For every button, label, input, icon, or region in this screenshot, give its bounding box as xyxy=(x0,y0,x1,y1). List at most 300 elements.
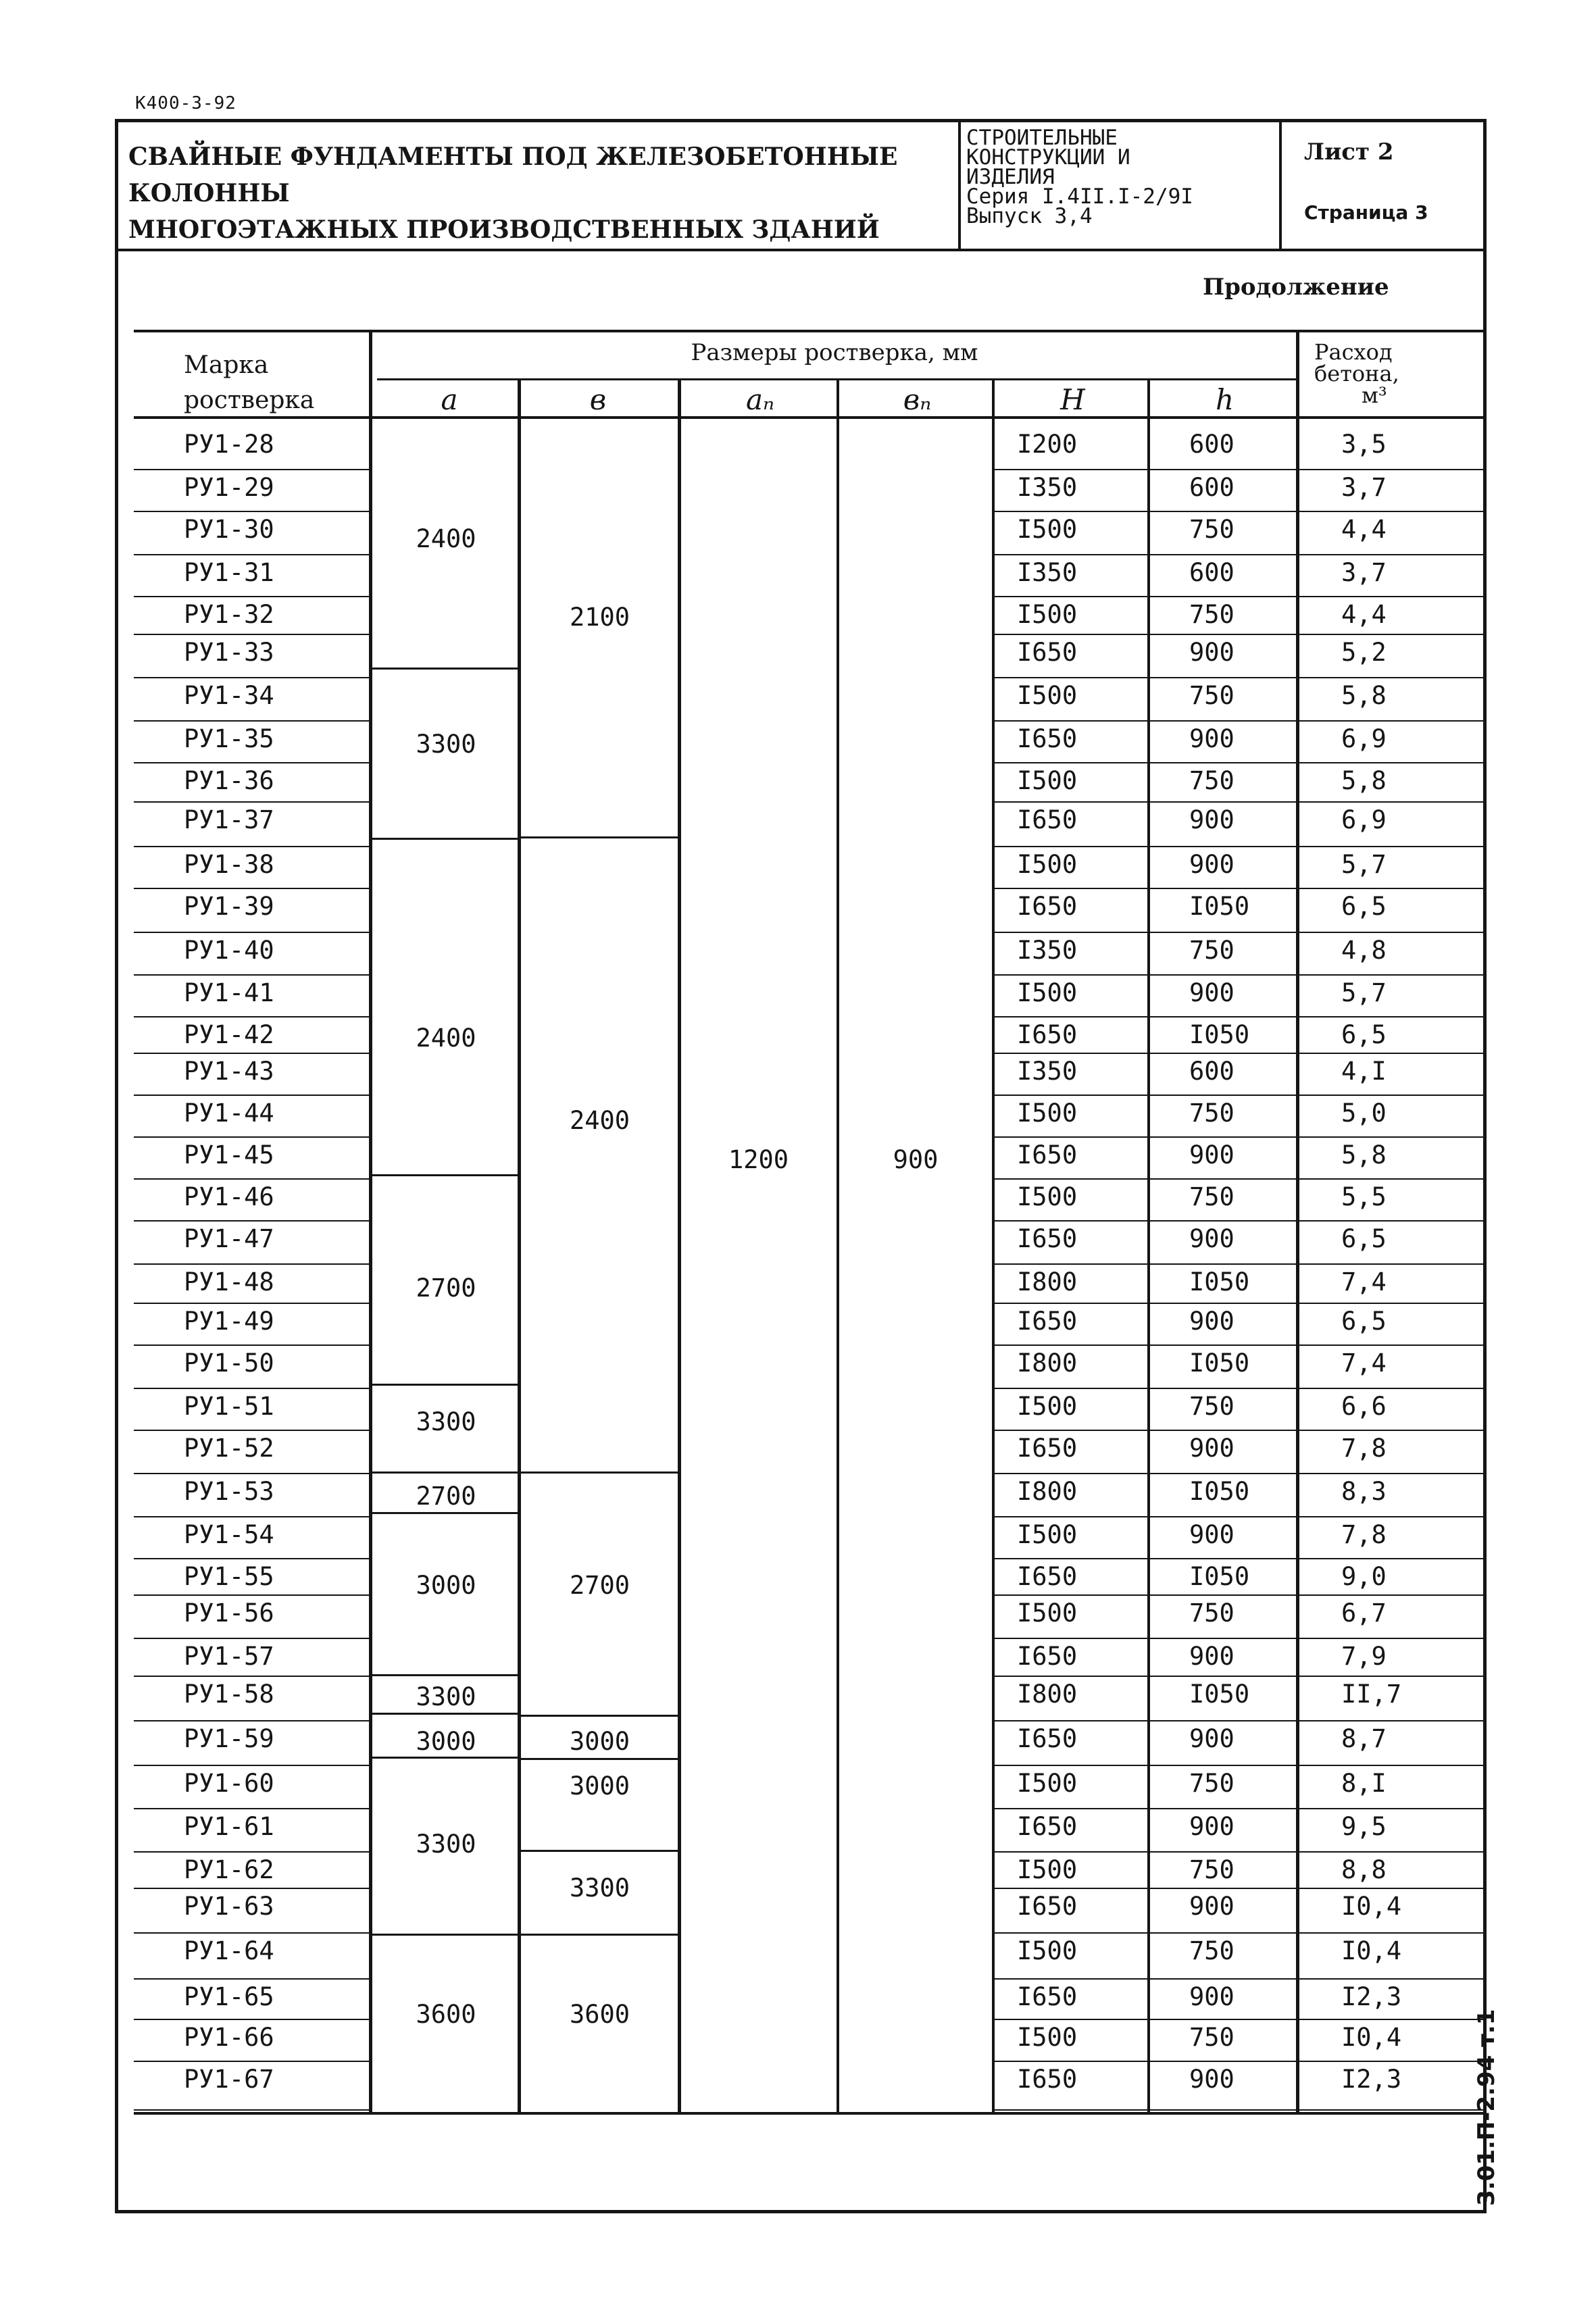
row-line-mark xyxy=(134,801,370,803)
a-sep-7 xyxy=(372,1674,519,1676)
b-sep-3 xyxy=(520,1715,679,1717)
row-line-mark xyxy=(134,2019,370,2020)
row-height-H: I500 xyxy=(1017,1182,1078,1211)
row-concrete: I0,4 xyxy=(1341,1936,1402,1965)
a-value-group-9: 3000 xyxy=(416,1727,476,1756)
row-height-h: 900 xyxy=(1189,1724,1235,1753)
row-height-H: I650 xyxy=(1017,2065,1078,2094)
a-sep-9 xyxy=(372,1757,519,1759)
sheet-number: Лист 2 xyxy=(1304,139,1394,166)
row-line-mark xyxy=(134,1765,370,1766)
series-info xyxy=(966,128,1250,226)
col-line-bn xyxy=(992,378,995,2113)
row-mark: РУ1-62 xyxy=(184,1855,274,1884)
row-height-H: I500 xyxy=(1017,1392,1078,1421)
row-height-H: I500 xyxy=(1017,850,1078,879)
row-line-mark xyxy=(134,469,370,470)
row-line-values xyxy=(993,974,1487,976)
dn-value: 1200 xyxy=(728,1145,789,1174)
a-sep-2 xyxy=(372,838,519,840)
row-concrete: 5,5 xyxy=(1341,1182,1387,1211)
row-line-values xyxy=(993,1978,1487,1980)
row-line-mark xyxy=(134,1978,370,1980)
row-line-mark xyxy=(134,677,370,678)
table-top-line xyxy=(134,330,1487,332)
row-height-h: I050 xyxy=(1189,1267,1250,1297)
row-mark: РУ1-29 xyxy=(184,473,274,502)
row-height-h: 900 xyxy=(1189,1224,1235,1253)
row-mark: РУ1-33 xyxy=(184,638,274,667)
row-height-h: 900 xyxy=(1189,1642,1235,1671)
row-height-H: I500 xyxy=(1017,2023,1078,2052)
a-sep-1 xyxy=(372,668,519,670)
row-height-H: I500 xyxy=(1017,1769,1078,1798)
row-height-H: I500 xyxy=(1017,766,1078,795)
row-line-mark xyxy=(134,1016,370,1017)
row-line-values xyxy=(993,554,1487,555)
row-height-h: 750 xyxy=(1189,1936,1235,1965)
row-height-h: 750 xyxy=(1189,515,1235,544)
row-height-H: I350 xyxy=(1017,558,1078,587)
row-height-h: 900 xyxy=(1189,1307,1235,1336)
row-mark: РУ1-40 xyxy=(184,936,274,965)
row-line-mark xyxy=(134,932,370,933)
a-value-group-6: 2700 xyxy=(416,1482,476,1511)
row-mark: РУ1-31 xyxy=(184,558,274,587)
row-line-mark xyxy=(134,1932,370,1934)
row-mark: РУ1-30 xyxy=(184,515,274,544)
row-line-values xyxy=(993,1053,1487,1054)
col-line-dn xyxy=(837,378,839,2113)
row-line-mark xyxy=(134,720,370,722)
row-concrete: 6,9 xyxy=(1341,724,1387,753)
row-line-values xyxy=(993,596,1487,597)
row-line-values xyxy=(993,1303,1487,1304)
row-concrete: 6,6 xyxy=(1341,1392,1387,1421)
row-mark: РУ1-44 xyxy=(184,1099,274,1128)
series-line-3: ИЗДЕЛИЯ xyxy=(966,165,1055,189)
row-line-values xyxy=(993,1558,1487,1559)
header-concrete-line-3: м³ xyxy=(1362,382,1387,408)
header-col-b: в xyxy=(589,383,607,416)
row-line-mark xyxy=(134,2061,370,2062)
row-height-h: 900 xyxy=(1189,1520,1235,1549)
row-mark: РУ1-50 xyxy=(184,1349,274,1378)
row-mark: РУ1-36 xyxy=(184,766,274,795)
title-block-divider-1 xyxy=(958,119,961,250)
b-sep-2 xyxy=(520,1472,679,1474)
row-line-mark xyxy=(134,1388,370,1389)
a-value-group-5: 3300 xyxy=(416,1407,476,1436)
row-height-h: 600 xyxy=(1189,430,1235,459)
series-line-2: КОНСТРУКЦИИ И xyxy=(966,145,1130,170)
row-concrete: 5,2 xyxy=(1341,638,1387,667)
row-height-H: I650 xyxy=(1017,1020,1078,1049)
header-col-dn: aₙ xyxy=(745,383,775,416)
header-concrete-line-2: бетона, xyxy=(1314,361,1399,386)
a-value-group-2: 3300 xyxy=(416,730,476,759)
row-mark: РУ1-41 xyxy=(184,978,274,1007)
row-concrete: 6,5 xyxy=(1341,892,1387,921)
row-line-values xyxy=(993,469,1487,470)
row-height-H: I650 xyxy=(1017,805,1078,834)
row-concrete: 6,7 xyxy=(1341,1599,1387,1628)
row-height-H: I650 xyxy=(1017,1224,1078,1253)
row-line-values xyxy=(993,1808,1487,1809)
row-line-values xyxy=(993,2109,1487,2111)
row-height-H: I500 xyxy=(1017,978,1078,1007)
row-height-h: 750 xyxy=(1189,1769,1235,1798)
header-concrete xyxy=(1314,341,1399,406)
row-line-values xyxy=(993,677,1487,678)
row-mark: РУ1-52 xyxy=(184,1434,274,1463)
series-line-4: Серия I.4II.I-2/9I xyxy=(966,184,1193,209)
row-line-mark xyxy=(134,1516,370,1517)
row-concrete: 3,7 xyxy=(1341,558,1387,587)
row-line-values xyxy=(993,1220,1487,1222)
row-concrete: 7,9 xyxy=(1341,1642,1387,1671)
row-line-mark xyxy=(134,1720,370,1721)
row-height-H: I350 xyxy=(1017,936,1078,965)
a-sep-4 xyxy=(372,1384,519,1386)
row-mark: РУ1-61 xyxy=(184,1812,274,1841)
row-height-h: 750 xyxy=(1189,600,1235,629)
row-height-h: I050 xyxy=(1189,1020,1250,1049)
a-value-group-7: 3000 xyxy=(416,1571,476,1600)
b-sep-1 xyxy=(520,836,679,838)
row-line-mark xyxy=(134,1676,370,1677)
row-height-H: I800 xyxy=(1017,1267,1078,1297)
row-mark: РУ1-67 xyxy=(184,2065,274,2094)
row-concrete: 6,5 xyxy=(1341,1307,1387,1336)
row-line-values xyxy=(993,2061,1487,2062)
row-concrete: 6,9 xyxy=(1341,805,1387,834)
row-line-mark xyxy=(134,1095,370,1096)
col-line-a xyxy=(518,378,521,2113)
row-concrete: 5,8 xyxy=(1341,681,1387,710)
row-line-mark xyxy=(134,1851,370,1853)
b-value-group-6: 3300 xyxy=(569,1873,630,1903)
title-block-divider-2 xyxy=(1279,119,1282,250)
row-height-H: I650 xyxy=(1017,638,1078,667)
row-height-H: I650 xyxy=(1017,1892,1078,1921)
b-value-group-3: 2700 xyxy=(569,1571,630,1600)
row-mark: РУ1-32 xyxy=(184,600,274,629)
row-height-h: 750 xyxy=(1189,1392,1235,1421)
row-line-mark xyxy=(134,974,370,976)
header-mark-line-2: ростверка xyxy=(184,386,315,414)
row-line-values xyxy=(993,1638,1487,1639)
row-line-values xyxy=(993,846,1487,847)
a-value-group-8: 3300 xyxy=(416,1682,476,1711)
row-height-H: I500 xyxy=(1017,1520,1078,1549)
row-line-mark xyxy=(134,2109,370,2111)
row-mark: РУ1-43 xyxy=(184,1057,274,1086)
row-concrete: 6,5 xyxy=(1341,1224,1387,1253)
row-concrete: 5,7 xyxy=(1341,978,1387,1007)
a-sep-3 xyxy=(372,1174,519,1176)
row-mark: РУ1-28 xyxy=(184,430,274,459)
header-col-h: h xyxy=(1215,383,1235,416)
row-height-h: 900 xyxy=(1189,1434,1235,1463)
row-mark: РУ1-66 xyxy=(184,2023,274,2052)
row-line-mark xyxy=(134,511,370,512)
row-line-values xyxy=(993,1888,1487,1889)
row-concrete: I2,3 xyxy=(1341,1982,1402,2011)
row-line-mark xyxy=(134,596,370,597)
b-sep-6 xyxy=(520,1934,679,1936)
row-mark: РУ1-42 xyxy=(184,1020,274,1049)
title-line-1: СВАЙНЫЕ ФУНДАМЕНТЫ ПОД ЖЕЛЕЗОБЕТОННЫЕ КОЛОННЫ xyxy=(128,143,898,207)
row-mark: РУ1-37 xyxy=(184,805,274,834)
row-height-h: 600 xyxy=(1189,558,1235,587)
row-height-h: I050 xyxy=(1189,1562,1250,1591)
row-line-mark xyxy=(134,1638,370,1639)
row-line-values xyxy=(993,1851,1487,1853)
row-height-H: I650 xyxy=(1017,892,1078,921)
a-value-group-10: 3300 xyxy=(416,1830,476,1859)
row-height-H: I350 xyxy=(1017,473,1078,502)
row-height-h: 900 xyxy=(1189,638,1235,667)
row-height-h: 600 xyxy=(1189,473,1235,502)
row-height-H: I650 xyxy=(1017,1434,1078,1463)
row-height-h: 750 xyxy=(1189,1099,1235,1128)
row-concrete: 3,7 xyxy=(1341,473,1387,502)
row-line-mark xyxy=(134,1473,370,1474)
row-height-h: 900 xyxy=(1189,2065,1235,2094)
row-line-values xyxy=(993,1516,1487,1517)
row-line-mark xyxy=(134,1263,370,1265)
row-height-H: I650 xyxy=(1017,1562,1078,1591)
row-concrete: I0,4 xyxy=(1341,2023,1402,2052)
row-line-values xyxy=(993,1095,1487,1096)
row-mark: РУ1-64 xyxy=(184,1936,274,1965)
b-value-group-2: 2400 xyxy=(569,1106,630,1135)
a-value-group-1: 2400 xyxy=(416,524,476,553)
row-line-values xyxy=(993,1676,1487,1677)
row-height-h: 750 xyxy=(1189,1599,1235,1628)
col-line-h xyxy=(1296,330,1299,2113)
row-height-H: I650 xyxy=(1017,1724,1078,1753)
row-concrete: 5,7 xyxy=(1341,850,1387,879)
b-sep-5 xyxy=(520,1850,679,1852)
document-code: К400-3-92 xyxy=(135,93,236,114)
row-height-h: I050 xyxy=(1189,1680,1250,1709)
row-mark: РУ1-65 xyxy=(184,1982,274,2011)
row-concrete: 4,4 xyxy=(1341,515,1387,544)
row-concrete: 5,8 xyxy=(1341,766,1387,795)
row-concrete: 8,8 xyxy=(1341,1855,1387,1884)
row-concrete: 9,5 xyxy=(1341,1812,1387,1841)
row-mark: РУ1-51 xyxy=(184,1392,274,1421)
row-mark: РУ1-60 xyxy=(184,1769,274,1798)
a-value-group-3: 2400 xyxy=(416,1024,476,1053)
row-height-h: 750 xyxy=(1189,1855,1235,1884)
row-line-values xyxy=(993,1016,1487,1017)
b-value-group-1: 2100 xyxy=(569,603,630,632)
row-mark: РУ1-45 xyxy=(184,1140,274,1169)
row-line-values xyxy=(993,2019,1487,2020)
row-height-H: I650 xyxy=(1017,1642,1078,1671)
row-line-mark xyxy=(134,1558,370,1559)
side-code: 3.01.П-2.94 т.1 xyxy=(1473,2009,1500,2206)
row-line-values xyxy=(993,1178,1487,1180)
row-height-h: 900 xyxy=(1189,724,1235,753)
row-height-H: I500 xyxy=(1017,600,1078,629)
row-height-H: I650 xyxy=(1017,1812,1078,1841)
row-height-H: I350 xyxy=(1017,1057,1078,1086)
row-concrete: 3,5 xyxy=(1341,430,1387,459)
title-line-2: МНОГОЭТАЖНЫХ ПРОИЗВОДСТВЕННЫХ ЗДАНИЙ xyxy=(128,216,880,244)
a-value-group-4: 2700 xyxy=(416,1274,476,1303)
header-mark-line-1: Марка xyxy=(184,351,269,379)
document-title xyxy=(128,139,939,248)
row-concrete: 5,0 xyxy=(1341,1099,1387,1128)
col-line-b xyxy=(678,378,681,2113)
row-mark: РУ1-57 xyxy=(184,1642,274,1671)
row-line-values xyxy=(993,1765,1487,1766)
row-height-H: I650 xyxy=(1017,1140,1078,1169)
row-concrete: 5,8 xyxy=(1341,1140,1387,1169)
row-line-mark xyxy=(134,1136,370,1138)
row-line-mark xyxy=(134,554,370,555)
row-height-h: I050 xyxy=(1189,892,1250,921)
row-line-values xyxy=(993,1136,1487,1138)
a-sep-8 xyxy=(372,1713,519,1715)
row-height-h: 900 xyxy=(1189,978,1235,1007)
row-height-H: I500 xyxy=(1017,515,1078,544)
row-concrete: 7,4 xyxy=(1341,1349,1387,1378)
row-line-values xyxy=(993,1263,1487,1265)
b-value-group-7: 3600 xyxy=(569,2000,630,2029)
row-concrete: 8,3 xyxy=(1341,1477,1387,1506)
row-line-mark xyxy=(134,1178,370,1180)
b-value-group-4: 3000 xyxy=(569,1727,630,1756)
row-line-mark xyxy=(134,1808,370,1809)
row-height-H: I800 xyxy=(1017,1680,1078,1709)
header-col-H: H xyxy=(1060,383,1085,416)
row-concrete: 4,4 xyxy=(1341,600,1387,629)
series-line-5: Выпуск 3,4 xyxy=(966,204,1093,228)
row-mark: РУ1-53 xyxy=(184,1477,274,1506)
row-line-values xyxy=(993,762,1487,763)
row-height-H: I800 xyxy=(1017,1477,1078,1506)
row-height-h: 900 xyxy=(1189,1812,1235,1841)
series-line-1: СТРОИТЕЛЬНЫЕ xyxy=(966,126,1118,150)
row-height-H: I200 xyxy=(1017,430,1078,459)
header-col-bn: вₙ xyxy=(903,383,932,416)
row-height-h: 750 xyxy=(1189,936,1235,965)
row-height-h: 600 xyxy=(1189,1057,1235,1086)
row-line-values xyxy=(993,1473,1487,1474)
b-sep-4 xyxy=(520,1758,679,1760)
row-height-H: I500 xyxy=(1017,1099,1078,1128)
row-line-mark xyxy=(134,1053,370,1054)
a-sep-5 xyxy=(372,1472,519,1474)
row-line-values xyxy=(993,1388,1487,1389)
row-height-h: 750 xyxy=(1189,2023,1235,2052)
row-concrete: 4,8 xyxy=(1341,936,1387,965)
row-line-values xyxy=(993,1344,1487,1346)
row-mark: РУ1-35 xyxy=(184,724,274,753)
row-height-h: 900 xyxy=(1189,1140,1235,1169)
row-line-mark xyxy=(134,1303,370,1304)
row-mark: РУ1-63 xyxy=(184,1892,274,1921)
row-line-mark xyxy=(134,1220,370,1222)
header-col-a: a xyxy=(441,383,458,416)
row-line-values xyxy=(993,720,1487,722)
bn-value: 900 xyxy=(893,1145,939,1174)
row-line-mark xyxy=(134,762,370,763)
table-bottom-line xyxy=(134,2112,1487,2115)
row-height-H: I500 xyxy=(1017,681,1078,710)
row-concrete: 8,I xyxy=(1341,1769,1387,1798)
continuation-label: Продолжение xyxy=(1203,274,1389,301)
row-height-h: I050 xyxy=(1189,1477,1250,1506)
row-height-H: I650 xyxy=(1017,724,1078,753)
a-sep-6 xyxy=(372,1512,519,1514)
row-height-H: I650 xyxy=(1017,1307,1078,1336)
row-mark: РУ1-55 xyxy=(184,1562,274,1591)
row-concrete: 7,8 xyxy=(1341,1434,1387,1463)
row-height-h: 900 xyxy=(1189,805,1235,834)
row-mark: РУ1-38 xyxy=(184,850,274,879)
row-height-H: I650 xyxy=(1017,1982,1078,2011)
row-mark: РУ1-54 xyxy=(184,1520,274,1549)
row-height-h: 900 xyxy=(1189,1892,1235,1921)
row-height-h: 900 xyxy=(1189,850,1235,879)
row-concrete: 7,4 xyxy=(1341,1267,1387,1297)
header-mark xyxy=(184,348,314,418)
row-concrete: 7,8 xyxy=(1341,1520,1387,1549)
row-line-values xyxy=(993,1430,1487,1431)
row-height-H: I500 xyxy=(1017,1936,1078,1965)
row-concrete: 8,7 xyxy=(1341,1724,1387,1753)
row-mark: РУ1-56 xyxy=(184,1599,274,1628)
row-line-mark xyxy=(134,634,370,635)
row-line-values xyxy=(993,1932,1487,1934)
row-line-values xyxy=(993,1594,1487,1596)
row-concrete: 4,I xyxy=(1341,1057,1387,1086)
row-mark: РУ1-48 xyxy=(184,1267,274,1297)
b-value-group-5: 3000 xyxy=(569,1771,630,1801)
row-height-h: 750 xyxy=(1189,766,1235,795)
row-line-mark xyxy=(134,888,370,889)
row-line-values xyxy=(993,932,1487,933)
a-value-group-11: 3600 xyxy=(416,2000,476,2029)
row-line-values xyxy=(993,801,1487,803)
row-mark: РУ1-58 xyxy=(184,1680,274,1709)
row-mark: РУ1-49 xyxy=(184,1307,274,1336)
row-mark: РУ1-46 xyxy=(184,1182,274,1211)
row-height-H: I500 xyxy=(1017,1855,1078,1884)
header-dimensions: Размеры ростверка, мм xyxy=(691,339,978,366)
row-line-mark xyxy=(134,1594,370,1596)
row-mark: РУ1-34 xyxy=(184,681,274,710)
row-mark: РУ1-39 xyxy=(184,892,274,921)
row-concrete: I2,3 xyxy=(1341,2065,1402,2094)
row-concrete: II,7 xyxy=(1341,1680,1402,1709)
row-line-values xyxy=(993,634,1487,635)
row-line-values xyxy=(993,888,1487,889)
row-mark: РУ1-47 xyxy=(184,1224,274,1253)
row-line-mark xyxy=(134,1430,370,1431)
header-concrete-line-1: Расход xyxy=(1314,339,1393,365)
a-sep-10 xyxy=(372,1934,519,1936)
row-height-H: I500 xyxy=(1017,1599,1078,1628)
row-height-h: 900 xyxy=(1189,1982,1235,2011)
row-line-values xyxy=(993,511,1487,512)
